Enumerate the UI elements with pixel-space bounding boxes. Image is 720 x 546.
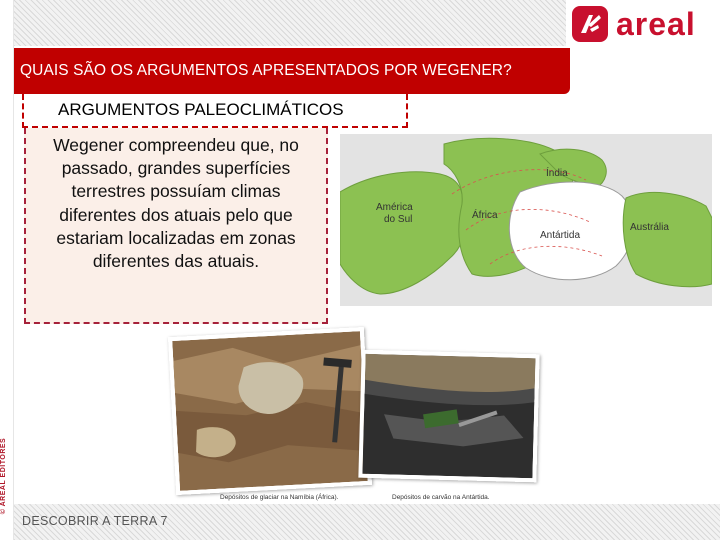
label-africa: África bbox=[472, 210, 498, 221]
footer-book-title: DESCOBRIR A TERRA 7 bbox=[22, 514, 168, 528]
top-hatched-band bbox=[14, 0, 566, 46]
label-do-sul: do Sul bbox=[384, 214, 413, 225]
body-text-box bbox=[24, 128, 328, 324]
left-brand-strip bbox=[0, 0, 14, 540]
australia-shape bbox=[623, 192, 712, 286]
label-australia: Austrália bbox=[630, 222, 669, 233]
title-bar bbox=[14, 48, 570, 94]
label-america: América bbox=[376, 202, 413, 213]
slide-title: QUAIS SÃO OS ARGUMENTOS APRESENTADOS POR WEGENER? bbox=[20, 62, 512, 79]
subtitle-box bbox=[22, 94, 408, 128]
areal-logo-text: areal bbox=[616, 5, 696, 42]
coal-photo-caption: Depósitos de carvão na Antártida. bbox=[392, 494, 490, 501]
coal-deposits-photo bbox=[358, 350, 539, 483]
gondwana-map bbox=[340, 134, 712, 306]
glacier-deposits-photo bbox=[168, 327, 372, 495]
body-text: Wegener compreendeu que, no passado, grandes superfícies terrestres possuíam climas diferentes dos atuais pelo que estariam localizadas em zonas diferentes das atuais. bbox=[53, 135, 299, 272]
vertical-brand-text: © AREAL EDITORES bbox=[0, 437, 7, 515]
label-antarctica: Antártida bbox=[540, 230, 581, 241]
slide-subtitle: ARGUMENTOS PALEOCLIMÁTICOS bbox=[58, 100, 344, 119]
areal-logo bbox=[572, 4, 712, 44]
areal-logo-icon bbox=[572, 6, 608, 42]
glacier-photo-caption: Depósitos de glaciar na Namíbia (África). bbox=[220, 494, 339, 501]
label-india: Índia bbox=[546, 168, 568, 179]
